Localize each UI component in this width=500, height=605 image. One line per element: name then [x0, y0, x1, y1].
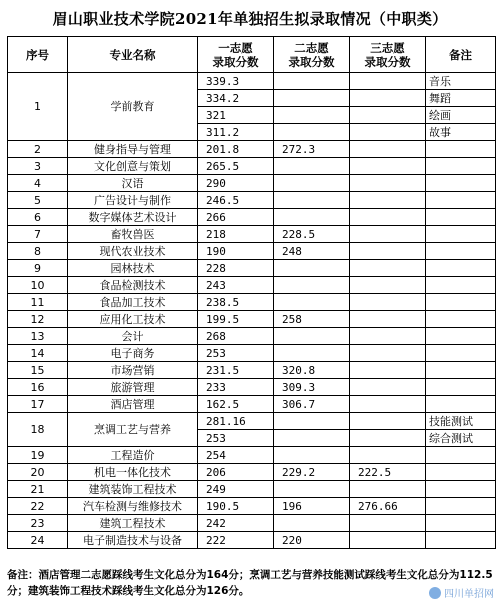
second-choice-score-cell: 306.7 — [274, 396, 350, 413]
third-choice-score-cell — [350, 260, 426, 277]
first-choice-score-cell: 218 — [198, 226, 274, 243]
header-note: 备注 — [426, 37, 496, 73]
second-choice-score-cell — [274, 430, 350, 447]
second-choice-score-cell: 229.2 — [274, 464, 350, 481]
note-cell — [426, 532, 496, 549]
second-choice-score-cell: 220 — [274, 532, 350, 549]
third-choice-score-cell — [350, 447, 426, 464]
third-choice-score-cell — [350, 277, 426, 294]
header-first-choice: 一志愿 录取分数 — [198, 37, 274, 73]
seq-cell: 19 — [8, 447, 68, 464]
first-choice-score-cell: 201.8 — [198, 141, 274, 158]
first-choice-score-cell: 238.5 — [198, 294, 274, 311]
table-row — [8, 311, 496, 328]
major-cell: 广告设计与制作 — [68, 192, 198, 209]
first-choice-score-cell: 268 — [198, 328, 274, 345]
second-choice-score-cell — [274, 294, 350, 311]
first-choice-score-cell: 266 — [198, 209, 274, 226]
major-cell: 市场营销 — [68, 362, 198, 379]
third-choice-score-cell — [350, 107, 426, 124]
seq-cell: 9 — [8, 260, 68, 277]
note-cell: 技能测试 — [426, 413, 496, 430]
major-cell: 健身指导与管理 — [68, 141, 198, 158]
third-choice-score-cell: 276.66 — [350, 498, 426, 515]
table-row — [8, 447, 496, 464]
first-choice-score-cell: 242 — [198, 515, 274, 532]
second-choice-score-cell — [274, 73, 350, 90]
page-title: 眉山职业技术学院2021年单独招生拟录取情况（中职类） — [52, 9, 448, 28]
table-row — [8, 362, 496, 379]
first-choice-score-cell: 290 — [198, 175, 274, 192]
header-second-choice: 二志愿 录取分数 — [274, 37, 350, 73]
third-choice-score-cell — [350, 192, 426, 209]
major-cell: 文化创意与策划 — [68, 158, 198, 175]
second-choice-score-cell: 320.8 — [274, 362, 350, 379]
second-choice-score-cell — [274, 158, 350, 175]
note-cell: 音乐 — [426, 73, 496, 90]
first-choice-score-cell: 190 — [198, 243, 274, 260]
note-cell — [426, 345, 496, 362]
third-choice-score-cell — [350, 175, 426, 192]
seq-cell: 23 — [8, 515, 68, 532]
second-choice-score-cell — [274, 447, 350, 464]
first-choice-score-cell: 199.5 — [198, 311, 274, 328]
first-choice-score-cell: 246.5 — [198, 192, 274, 209]
third-choice-score-cell — [350, 124, 426, 141]
first-choice-score-cell: 334.2 — [198, 90, 274, 107]
second-choice-score-cell — [274, 175, 350, 192]
table-row — [8, 498, 496, 515]
second-choice-score-cell: 196 — [274, 498, 350, 515]
third-choice-score-cell — [350, 515, 426, 532]
table-row — [8, 396, 496, 413]
seq-cell: 14 — [8, 345, 68, 362]
seq-cell: 21 — [8, 481, 68, 498]
third-choice-score-cell — [350, 430, 426, 447]
table-row — [8, 413, 496, 430]
major-cell: 电子商务 — [68, 345, 198, 362]
third-choice-score-cell — [350, 294, 426, 311]
seq-cell: 15 — [8, 362, 68, 379]
note-cell: 舞蹈 — [426, 90, 496, 107]
note-cell — [426, 379, 496, 396]
first-choice-score-cell: 321 — [198, 107, 274, 124]
note-cell — [426, 311, 496, 328]
second-choice-score-cell: 272.3 — [274, 141, 350, 158]
major-cell: 食品加工技术 — [68, 294, 198, 311]
seq-cell: 10 — [8, 277, 68, 294]
major-cell: 应用化工技术 — [68, 311, 198, 328]
second-choice-score-cell — [274, 90, 350, 107]
note-cell — [426, 328, 496, 345]
major-cell: 园林技术 — [68, 260, 198, 277]
second-choice-score-cell — [274, 260, 350, 277]
first-choice-score-cell: 265.5 — [198, 158, 274, 175]
seq-cell: 12 — [8, 311, 68, 328]
first-choice-score-cell: 249 — [198, 481, 274, 498]
seq-cell: 1 — [8, 73, 68, 141]
note-cell — [426, 362, 496, 379]
second-choice-score-cell — [274, 209, 350, 226]
first-choice-score-cell: 190.5 — [198, 498, 274, 515]
seq-cell: 24 — [8, 532, 68, 549]
seq-cell: 3 — [8, 158, 68, 175]
watermark-text: 四川单招网 — [444, 589, 494, 600]
seq-cell: 16 — [8, 379, 68, 396]
table-row — [8, 260, 496, 277]
third-choice-score-cell — [350, 345, 426, 362]
header-seq: 序号 — [8, 37, 68, 73]
header-third-choice: 三志愿 录取分数 — [350, 37, 426, 73]
major-cell: 汽车检测与维修技术 — [68, 498, 198, 515]
seq-cell: 8 — [8, 243, 68, 260]
table-row — [8, 175, 496, 192]
table-row — [8, 277, 496, 294]
major-cell: 酒店管理 — [68, 396, 198, 413]
admission-table — [7, 36, 496, 549]
second-choice-score-cell: 258 — [274, 311, 350, 328]
second-choice-score-cell — [274, 515, 350, 532]
table-row — [8, 481, 496, 498]
third-choice-score-cell — [350, 73, 426, 90]
note-cell — [426, 498, 496, 515]
first-choice-score-cell: 233 — [198, 379, 274, 396]
second-choice-score-cell — [274, 277, 350, 294]
footnote: 备注：酒店管理二志愿踩线考生文化总分为164分；烹调工艺与营养技能测试踩线考生文化总分为112.5分；建筑装饰工程技术踩线考生文化总分为126分。 — [7, 569, 493, 597]
table-row — [8, 379, 496, 396]
first-choice-score-cell: 339.3 — [198, 73, 274, 90]
table-row — [8, 73, 496, 90]
major-cell: 电子制造技术与设备 — [68, 532, 198, 549]
third-choice-score-cell — [350, 141, 426, 158]
note-cell — [426, 447, 496, 464]
note-cell — [426, 481, 496, 498]
first-choice-score-cell: 253 — [198, 345, 274, 362]
major-cell: 学前教育 — [68, 73, 198, 141]
first-choice-score-cell: 311.2 — [198, 124, 274, 141]
note-cell — [426, 260, 496, 277]
table-row — [8, 294, 496, 311]
seq-cell: 5 — [8, 192, 68, 209]
table-row — [8, 141, 496, 158]
seq-cell: 18 — [8, 413, 68, 447]
table-row — [8, 243, 496, 260]
note-cell — [426, 209, 496, 226]
major-cell: 建筑工程技术 — [68, 515, 198, 532]
note-cell — [426, 192, 496, 209]
third-choice-score-cell — [350, 481, 426, 498]
major-cell: 现代农业技术 — [68, 243, 198, 260]
second-choice-score-cell — [274, 413, 350, 430]
major-cell: 畜牧兽医 — [68, 226, 198, 243]
major-cell: 机电一体化技术 — [68, 464, 198, 481]
note-cell — [426, 141, 496, 158]
second-choice-score-cell — [274, 107, 350, 124]
third-choice-score-cell — [350, 226, 426, 243]
table-header-row — [8, 37, 496, 73]
seq-cell: 7 — [8, 226, 68, 243]
table-row — [8, 464, 496, 481]
table-row — [8, 192, 496, 209]
third-choice-score-cell — [350, 90, 426, 107]
third-choice-score-cell — [350, 158, 426, 175]
seq-cell: 22 — [8, 498, 68, 515]
third-choice-score-cell — [350, 396, 426, 413]
first-choice-score-cell: 228 — [198, 260, 274, 277]
table-row — [8, 158, 496, 175]
note-cell — [426, 243, 496, 260]
seq-cell: 20 — [8, 464, 68, 481]
seq-cell: 13 — [8, 328, 68, 345]
third-choice-score-cell — [350, 362, 426, 379]
major-cell: 旅游管理 — [68, 379, 198, 396]
note-cell — [426, 515, 496, 532]
note-cell — [426, 396, 496, 413]
major-cell: 建筑装饰工程技术 — [68, 481, 198, 498]
header-major: 专业名称 — [68, 37, 198, 73]
second-choice-score-cell: 309.3 — [274, 379, 350, 396]
watermark-logo-icon — [429, 587, 441, 599]
first-choice-score-cell: 253 — [198, 430, 274, 447]
second-choice-score-cell: 228.5 — [274, 226, 350, 243]
note-cell — [426, 158, 496, 175]
third-choice-score-cell — [350, 311, 426, 328]
note-cell — [426, 294, 496, 311]
table-row — [8, 328, 496, 345]
table-row — [8, 226, 496, 243]
third-choice-score-cell — [350, 413, 426, 430]
table-row — [8, 345, 496, 362]
first-choice-score-cell: 231.5 — [198, 362, 274, 379]
third-choice-score-cell — [350, 243, 426, 260]
seq-cell: 2 — [8, 141, 68, 158]
first-choice-score-cell: 206 — [198, 464, 274, 481]
note-cell — [426, 175, 496, 192]
major-cell: 工程造价 — [68, 447, 198, 464]
major-cell: 数字媒体艺术设计 — [68, 209, 198, 226]
third-choice-score-cell — [350, 532, 426, 549]
second-choice-score-cell — [274, 192, 350, 209]
seq-cell: 17 — [8, 396, 68, 413]
second-choice-score-cell — [274, 481, 350, 498]
note-cell — [426, 226, 496, 243]
major-cell: 会计 — [68, 328, 198, 345]
table-row — [8, 532, 496, 549]
seq-cell: 6 — [8, 209, 68, 226]
first-choice-score-cell: 162.5 — [198, 396, 274, 413]
note-cell: 绘画 — [426, 107, 496, 124]
first-choice-score-cell: 254 — [198, 447, 274, 464]
major-cell: 烹调工艺与营养 — [68, 413, 198, 447]
third-choice-score-cell — [350, 379, 426, 396]
major-cell: 汉语 — [68, 175, 198, 192]
note-cell — [426, 277, 496, 294]
first-choice-score-cell: 222 — [198, 532, 274, 549]
watermark — [429, 585, 494, 600]
seq-cell: 11 — [8, 294, 68, 311]
note-cell: 故事 — [426, 124, 496, 141]
seq-cell: 4 — [8, 175, 68, 192]
third-choice-score-cell — [350, 328, 426, 345]
third-choice-score-cell — [350, 209, 426, 226]
first-choice-score-cell: 243 — [198, 277, 274, 294]
note-cell: 综合测试 — [426, 430, 496, 447]
note-cell — [426, 464, 496, 481]
first-choice-score-cell: 281.16 — [198, 413, 274, 430]
major-cell: 食品检测技术 — [68, 277, 198, 294]
table-row — [8, 209, 496, 226]
second-choice-score-cell — [274, 124, 350, 141]
second-choice-score-cell — [274, 328, 350, 345]
third-choice-score-cell: 222.5 — [350, 464, 426, 481]
second-choice-score-cell: 248 — [274, 243, 350, 260]
table-row — [8, 515, 496, 532]
second-choice-score-cell — [274, 345, 350, 362]
